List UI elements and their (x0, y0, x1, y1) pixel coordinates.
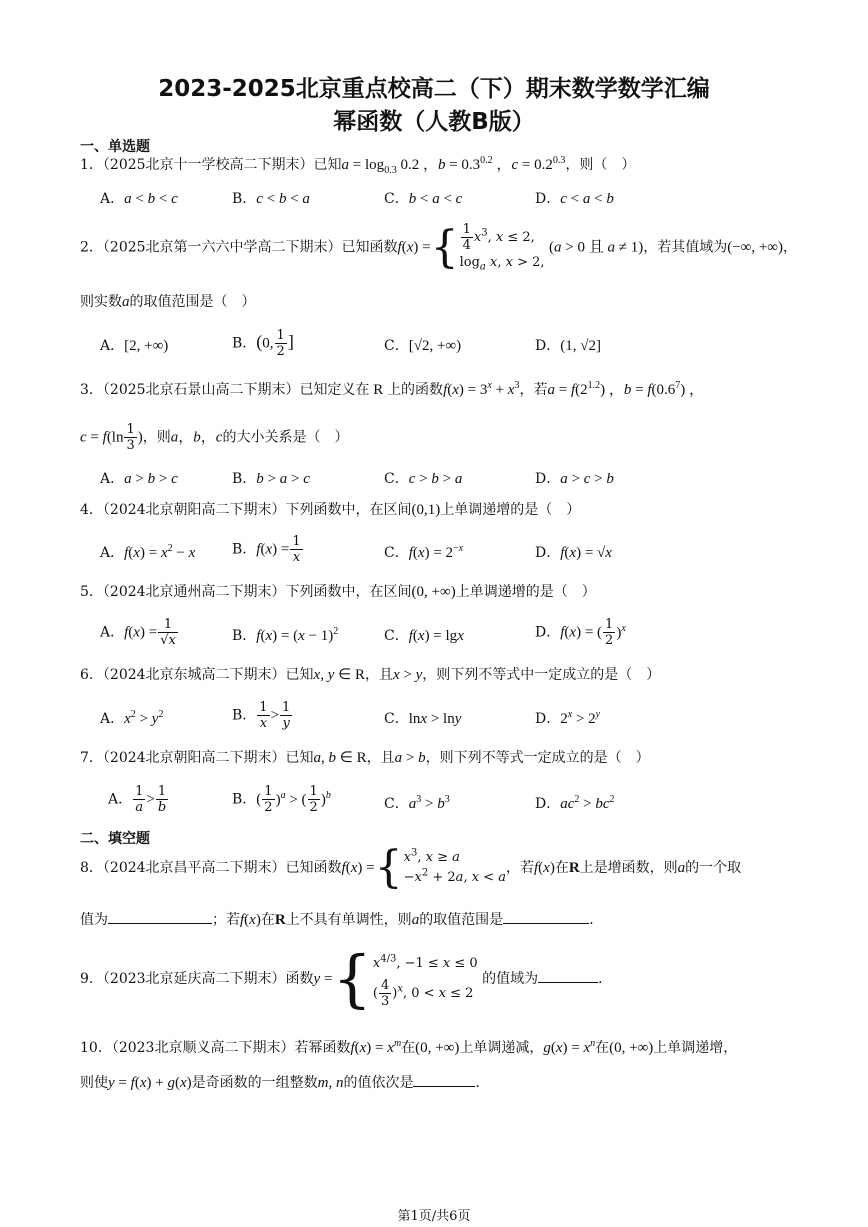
question-3-option-b[interactable]: B．b > a > c (232, 471, 310, 487)
page-footer: 第1页/共6页 (397, 1209, 471, 1224)
question-4-stem: 4．（2024北京朝阳高二下期末）下列函数中，在区间(0,1)上单调递增的是（ ） (80, 502, 581, 518)
question-4-option-d[interactable]: D．f(x) = √x (535, 545, 612, 561)
question-5-option-b[interactable]: B．$f(x) = (x - 1)^2$ (232, 626, 339, 644)
answer-blank-8b[interactable] (503, 911, 589, 924)
page-title: 2023-2025北京重点校高二（下）期末数学数学汇编 (158, 76, 710, 102)
question-2-option-c[interactable]: C．[√2, +∞) (384, 338, 462, 354)
question-5-stem: 5．（2024北京通州高二下期末）下列函数中，在区间(0, +∞)上单调递增的是（ ） (80, 584, 596, 600)
question-3-stem: 3．（2025北京石景山高二下期末）已知定义在 R 上的函数$f(x) = 3^x + x^3$，若$a = f(2^{1.2})$ ，$b = f(0.6^7)$ ， (80, 380, 704, 398)
question-6-option-d[interactable]: D．$2^x > 2^y$ (535, 709, 601, 727)
question-5-option-c[interactable]: C．f(x) = lgx (384, 628, 464, 644)
question-4-option-c[interactable]: C．$f(x) = 2^{-x}$ (384, 543, 464, 561)
question-7-option-a[interactable]: A． $\frac{1}{a}$ > $\frac{1}{b}$ (108, 784, 167, 815)
question-1-stem: 1．（2025北京十一学校高二下期末）已知$a = \log_{0.3} 0.2$ ，$b = 0.3^{0.2}$ ，$c = 0.2^{0.3}$，则（ ） (80, 155, 636, 176)
question-7-option-c[interactable]: C．$a^3 > b^3$ (384, 794, 450, 812)
question-7-option-d[interactable]: D．$ac^2 > bc^2$ (535, 794, 615, 812)
question-5-option-d[interactable]: D．f(x) = ( $\frac{1}{2}$ )$^x$ (535, 617, 626, 648)
question-4-option-a[interactable]: A．$f(x) = x^2 - x$ (100, 543, 196, 561)
section-heading-fill-in: 二、填空题 (80, 831, 150, 847)
question-6-option-a[interactable]: A．$x^2 > y^2$ (100, 709, 164, 727)
answer-blank-10[interactable] (413, 1074, 475, 1087)
question-2-stem: 2．（2025北京第一六六中学高二下期末）已知函数f(x) ={ $\frac{1}{4}$ $x^3$, x ≤ 2, $\log_a x$, x > 2, (a > 0 且 a ≠ 1)，若其值域为(−∞, +∞)， (80, 221, 797, 273)
page-subtitle: 幂函数（人教B版） (333, 109, 535, 135)
answer-blank-8a[interactable] (108, 911, 212, 924)
answer-blank-9[interactable] (538, 970, 598, 983)
question-8-stem-cont: 值为 ；若f(x)在R上不具有单调性，则a的取值范围是 ． (80, 912, 604, 928)
question-8-stem: 8．（2024北京昌平高二下期末）已知函数$f(x) =\{x^3$, x ≥ a $-x^2 + 2a$, x < a，若f(x)在R上是增函数，则a的一个取 (80, 842, 742, 893)
question-7-stem: 7．（2024北京朝阳高二下期末）已知a, b ∈ R，且a > b，则下列不等式一定成立的是（ ） (80, 750, 650, 766)
question-2-option-d[interactable]: D．(1, √2] (535, 338, 601, 354)
question-6-option-c[interactable]: C．lnx > lny (384, 711, 462, 727)
question-1-option-b[interactable]: B．c < b < a (232, 191, 310, 207)
question-1-option-d[interactable]: D．c < a < b (535, 191, 614, 207)
question-10-stem: 10．（2023北京顺义高二下期末）若幂函数$f(x) = x^m$在(0, +∞)上单调递减，$g(x) = x^n$在(0, +∞)上单调递增， (80, 1038, 738, 1056)
question-5-option-a[interactable]: A．f(x) = $\frac{1}{√x}$ (100, 617, 176, 648)
question-4-option-b[interactable]: B．f(x) = $\frac{1}{x}$ (232, 534, 301, 565)
section-heading-single-choice: 一、单选题 (80, 139, 150, 155)
question-3-option-d[interactable]: D．a > c > b (535, 471, 614, 487)
question-7-option-b[interactable]: B．( $\frac{1}{2}$ )$^a$ > ( $\frac{1}{2}$ )$^b$ (232, 784, 331, 815)
question-6-stem: 6．（2024北京东城高二下期末）已知x, y ∈ R，且x > y，则下列不等式中一定成立的是（ ） (80, 667, 661, 683)
question-2-option-b[interactable]: B．(0, $\frac{1}{2}$ ] (232, 328, 294, 359)
question-3-option-c[interactable]: C．c > b > a (384, 471, 463, 487)
question-2-stem-cont: 则实数a的取值范围是（ ） (80, 294, 256, 310)
question-10-stem-cont: 则使y = f(x) + g(x)是奇函数的一组整数m, n的值依次是 ． (80, 1075, 490, 1091)
question-3-option-a[interactable]: A．a > b > c (100, 471, 178, 487)
question-6-option-b[interactable]: B． $\frac{1}{x}$ > $\frac{1}{y}$ (232, 700, 291, 731)
question-1-option-c[interactable]: C．b < a < c (384, 191, 463, 207)
question-9-stem: 9．（2023北京延庆高二下期末）函数$y =\{x^{4/3}$, −1 ≤ x ≤ 0 ( $\frac{4}{3}$ )$^x$, 0 < x ≤ 2 的值域为 ． (80, 942, 613, 1015)
question-2-option-a[interactable]: A．[2, +∞) (100, 338, 169, 354)
question-3-stem-cont: c = f(ln $\frac{1}{3}$ )，则a，b，c的大小关系是（ ） (80, 422, 349, 453)
question-1-option-a[interactable]: A．a < b < c (100, 191, 178, 207)
